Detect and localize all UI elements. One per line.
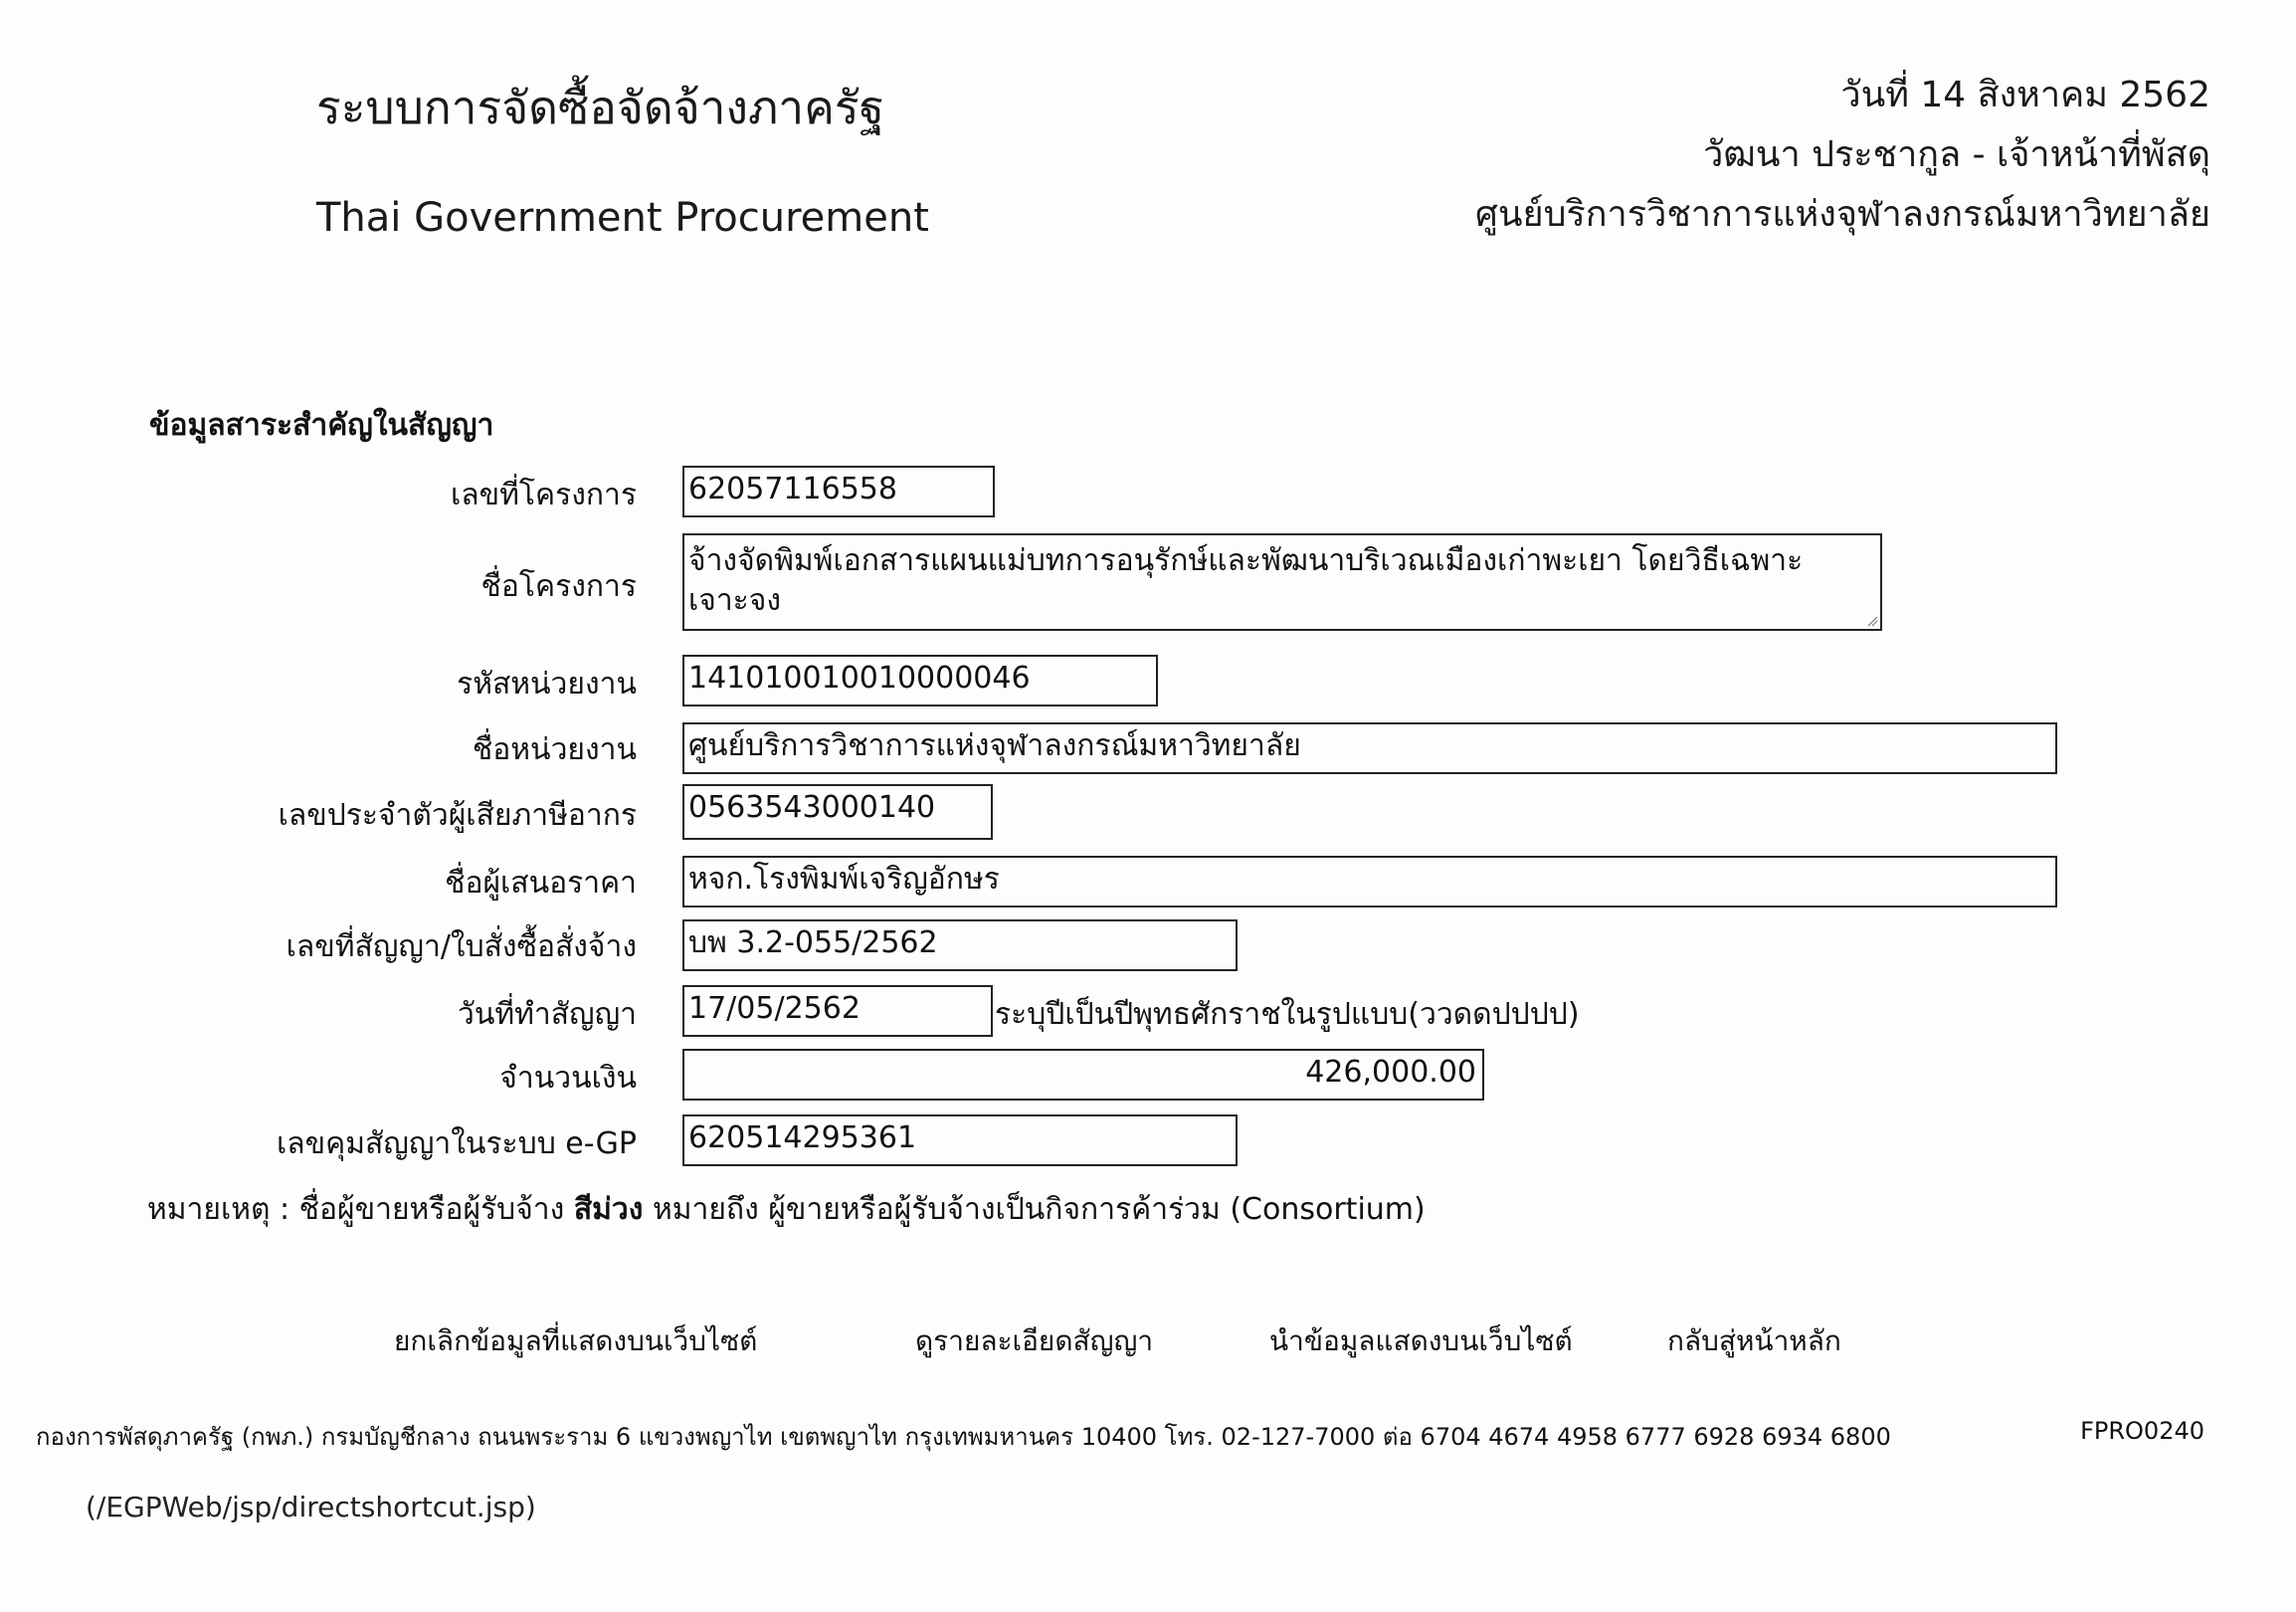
- amount-label: จำนวนเงิน: [499, 1061, 637, 1096]
- system-title: ระบบการจัดซื้อจัดจ้างภาครัฐ: [316, 81, 884, 134]
- contract-date-label: วันที่ทำสัญญา: [457, 997, 637, 1032]
- header-info: [1475, 66, 2210, 245]
- dept-name-field[interactable]: ศูนย์บริการวิชาการแห่งจุฬาลงกรณ์มหาวิทยาลัย: [682, 722, 2057, 774]
- form-code: FPRO0240: [2080, 1417, 2204, 1445]
- contract-no-label: เลขที่สัญญา/ใบสั่งซื้อสั่งจ้าง: [286, 929, 637, 964]
- note-suffix: หมายถึง ผู้ขายหรือผู้รับจ้างเป็นกิจการค้าร่วม (Consortium): [643, 1192, 1426, 1227]
- home-link[interactable]: กลับสู่หน้าหลัก: [1667, 1324, 1841, 1357]
- cancel-display-link[interactable]: ยกเลิกข้อมูลที่แสดงบนเว็บไซต์: [394, 1324, 758, 1357]
- contract-date-field[interactable]: 17/05/2562: [682, 985, 993, 1037]
- egp-control-label: เลขคุมสัญญาในระบบ e-GP: [277, 1126, 637, 1161]
- tax-id-field[interactable]: 0563543000140: [682, 784, 993, 840]
- dept-code-field[interactable]: 141010010010000046: [682, 655, 1158, 706]
- page-url: (/EGPWeb/jsp/directshortcut.jsp): [86, 1491, 536, 1523]
- project-no-label: เลขที่โครงการ: [451, 478, 637, 512]
- project-name-field[interactable]: [682, 533, 1882, 631]
- amount-field[interactable]: 426,000.00: [682, 1049, 1484, 1101]
- bidder-name-field[interactable]: หจก.โรงพิมพ์เจริญอักษร: [682, 856, 2057, 907]
- officer-name: วัฒนา ประชากูล - เจ้าหน้าที่พัสดุ: [1703, 134, 2210, 175]
- egp-control-field[interactable]: 620514295361: [682, 1114, 1238, 1166]
- publish-link[interactable]: นำข้อมูลแสดงบนเว็บไซต์: [1269, 1324, 1573, 1357]
- resize-grip-icon[interactable]: [1866, 615, 1878, 627]
- view-contract-link[interactable]: ดูรายละเอียดสัญญา: [915, 1324, 1154, 1357]
- note-prefix: หมายเหตุ : ชื่อผู้ขายหรือผู้รับจ้าง: [147, 1192, 574, 1227]
- note-highlight: สีม่วง: [573, 1192, 644, 1227]
- print-date: วันที่ 14 สิงหาคม 2562: [1840, 75, 2210, 115]
- section-title: ข้อมูลสาระสำคัญในสัญญา: [149, 408, 494, 443]
- project-name-text: จ้างจัดพิมพ์เอกสารแผนแม่บทการอนุรักษ์และพัฒนาบริเวณเมืองเก่าพะเยา โดยวิธีเฉพาะเจาะจง: [688, 543, 1804, 618]
- project-no-field[interactable]: 62057116558: [682, 466, 995, 517]
- contract-date-hint: ระบุปีเป็นปีพุทธศักราชในรูปแบบ(ววดดปปปป): [995, 997, 1580, 1032]
- tax-id-label: เลขประจำตัวผู้เสียภาษีอากร: [278, 798, 637, 833]
- contract-no-field[interactable]: บพ 3.2-055/2562: [682, 919, 1238, 971]
- agency-name: ศูนย์บริการวิชาการแห่งจุฬาลงกรณ์มหาวิทยาลัย: [1475, 194, 2210, 235]
- project-name-label: ชื่อโครงการ: [480, 569, 637, 604]
- system-subtitle: Thai Government Procurement: [316, 195, 929, 241]
- bidder-name-label: ชื่อผู้เสนอราคา: [445, 866, 637, 901]
- dept-code-label: รหัสหน่วยงาน: [457, 667, 637, 702]
- consortium-note: [147, 1186, 1426, 1233]
- dept-name-label: ชื่อหน่วยงาน: [472, 732, 637, 767]
- footer-address: กองการพัสดุภาครัฐ (กพภ.) กรมบัญชีกลาง ถนนพระราม 6 แขวงพญาไท เขตพญาไท กรุงเทพมหานคร 10400 โทร. 02-127-7000 ต่อ 6704 4674 4958 6777 6928 6934 6800: [36, 1423, 1891, 1451]
